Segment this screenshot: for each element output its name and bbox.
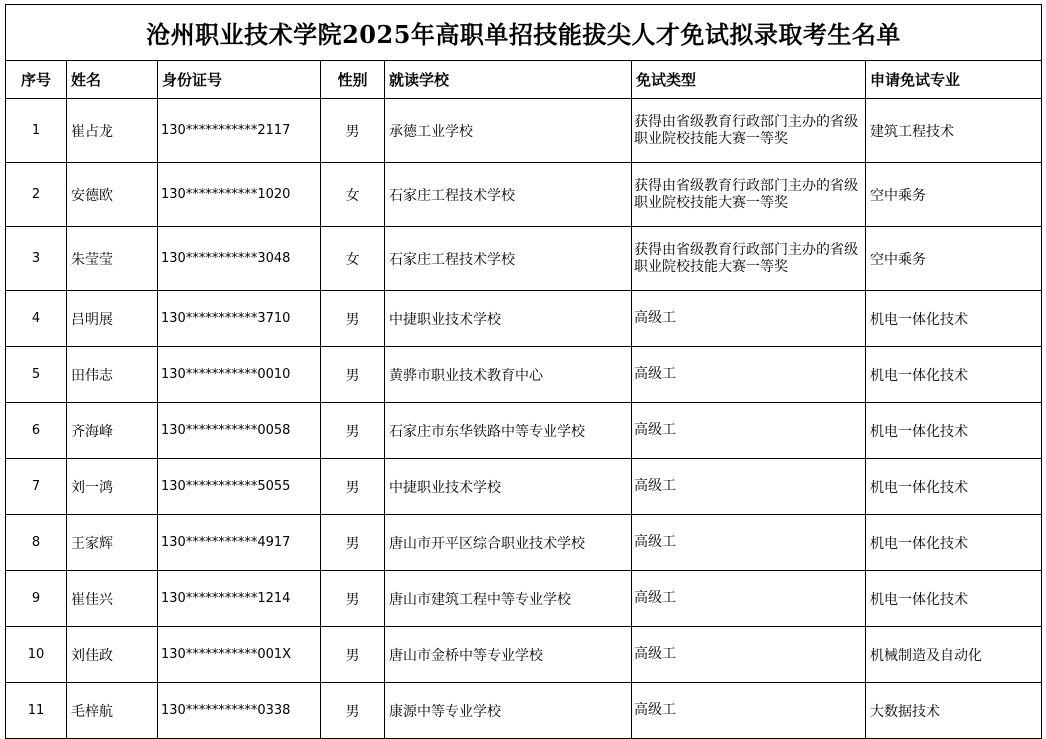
cell-school: 石家庄工程技术学校	[385, 163, 632, 227]
cell-school: 唐山市建筑工程中等专业学校	[385, 571, 632, 627]
cell-name: 崔佳兴	[67, 571, 158, 627]
cell-no: 2	[6, 163, 67, 227]
cell-no: 4	[6, 291, 67, 347]
cell-exemption-type: 高级工	[632, 683, 866, 739]
cell-no: 8	[6, 515, 67, 571]
cell-exemption-type: 高级工	[632, 403, 866, 459]
cell-major: 机电一体化技术	[866, 347, 1042, 403]
cell-name: 吕明展	[67, 291, 158, 347]
table-row	[6, 683, 1042, 739]
cell-gender: 男	[321, 347, 385, 403]
cell-name: 王家辉	[67, 515, 158, 571]
cell-exemption-type: 获得由省级教育行政部门主办的省级职业院校技能大赛一等奖	[632, 163, 866, 227]
cell-name: 刘一鸿	[67, 459, 158, 515]
cell-id-number: 130***********2117	[158, 99, 321, 163]
cell-gender: 女	[321, 163, 385, 227]
table-row	[6, 515, 1042, 571]
cell-no: 5	[6, 347, 67, 403]
cell-name: 刘佳政	[67, 627, 158, 683]
cell-gender: 女	[321, 227, 385, 291]
cell-exemption-type: 获得由省级教育行政部门主办的省级职业院校技能大赛一等奖	[632, 227, 866, 291]
table-row	[6, 163, 1042, 227]
cell-gender: 男	[321, 403, 385, 459]
cell-school: 唐山市开平区综合职业技术学校	[385, 515, 632, 571]
cell-id-number: 130***********0010	[158, 347, 321, 403]
column-header-no: 序号	[6, 61, 67, 99]
cell-gender: 男	[321, 627, 385, 683]
cell-no: 11	[6, 683, 67, 739]
cell-major: 机电一体化技术	[866, 515, 1042, 571]
cell-gender: 男	[321, 459, 385, 515]
cell-school: 中捷职业技术学校	[385, 459, 632, 515]
cell-name: 毛梓航	[67, 683, 158, 739]
cell-exemption-type: 高级工	[632, 347, 866, 403]
cell-exemption-type: 高级工	[632, 627, 866, 683]
cell-id-number: 130***********001X	[158, 627, 321, 683]
cell-major: 大数据技术	[866, 683, 1042, 739]
cell-name: 崔占龙	[67, 99, 158, 163]
cell-no: 7	[6, 459, 67, 515]
cell-school: 中捷职业技术学校	[385, 291, 632, 347]
cell-major: 机电一体化技术	[866, 459, 1042, 515]
table-row	[6, 459, 1042, 515]
column-header-id: 身份证号	[158, 61, 321, 99]
cell-school: 康源中等专业学校	[385, 683, 632, 739]
table-row	[6, 347, 1042, 403]
cell-gender: 男	[321, 571, 385, 627]
cell-id-number: 130***********1214	[158, 571, 321, 627]
table-row	[6, 403, 1042, 459]
cell-gender: 男	[321, 515, 385, 571]
column-header-exemption-type: 免试类型	[632, 61, 866, 99]
cell-major: 机电一体化技术	[866, 291, 1042, 347]
cell-major: 建筑工程技术	[866, 99, 1042, 163]
cell-id-number: 130***********5055	[158, 459, 321, 515]
cell-exemption-type: 获得由省级教育行政部门主办的省级职业院校技能大赛一等奖	[632, 99, 866, 163]
cell-major: 空中乘务	[866, 227, 1042, 291]
table-row	[6, 627, 1042, 683]
cell-id-number: 130***********0338	[158, 683, 321, 739]
column-header-school: 就读学校	[385, 61, 632, 99]
cell-major: 机电一体化技术	[866, 571, 1042, 627]
cell-name: 朱莹莹	[67, 227, 158, 291]
cell-gender: 男	[321, 99, 385, 163]
cell-no: 6	[6, 403, 67, 459]
cell-id-number: 130***********0058	[158, 403, 321, 459]
cell-major: 机械制造及自动化	[866, 627, 1042, 683]
cell-id-number: 130***********1020	[158, 163, 321, 227]
cell-school: 黄骅市职业技术教育中心	[385, 347, 632, 403]
cell-school: 承德工业学校	[385, 99, 632, 163]
cell-id-number: 130***********3710	[158, 291, 321, 347]
table-row	[6, 571, 1042, 627]
cell-exemption-type: 高级工	[632, 515, 866, 571]
admission-list-table	[5, 4, 1042, 739]
cell-no: 9	[6, 571, 67, 627]
cell-exemption-type: 高级工	[632, 291, 866, 347]
cell-school: 石家庄工程技术学校	[385, 227, 632, 291]
header-row	[6, 61, 1042, 99]
cell-major: 空中乘务	[866, 163, 1042, 227]
cell-id-number: 130***********4917	[158, 515, 321, 571]
cell-id-number: 130***********3048	[158, 227, 321, 291]
cell-major: 机电一体化技术	[866, 403, 1042, 459]
table-row	[6, 291, 1042, 347]
table-row	[6, 227, 1042, 291]
column-header-name: 姓名	[67, 61, 158, 99]
cell-name: 齐海峰	[67, 403, 158, 459]
cell-exemption-type: 高级工	[632, 571, 866, 627]
column-header-major: 申请免试专业	[866, 61, 1042, 99]
column-header-gender: 性别	[321, 61, 385, 99]
cell-exemption-type: 高级工	[632, 459, 866, 515]
cell-gender: 男	[321, 291, 385, 347]
cell-name: 田伟志	[67, 347, 158, 403]
cell-no: 10	[6, 627, 67, 683]
cell-school: 唐山市金桥中等专业学校	[385, 627, 632, 683]
cell-name: 安德欧	[67, 163, 158, 227]
cell-gender: 男	[321, 683, 385, 739]
cell-school: 石家庄市东华铁路中等专业学校	[385, 403, 632, 459]
cell-no: 1	[6, 99, 67, 163]
cell-no: 3	[6, 227, 67, 291]
table-row	[6, 99, 1042, 163]
page-title: 沧州职业技术学院2025年高职单招技能拔尖人才免试拟录取考生名单	[6, 5, 1042, 61]
